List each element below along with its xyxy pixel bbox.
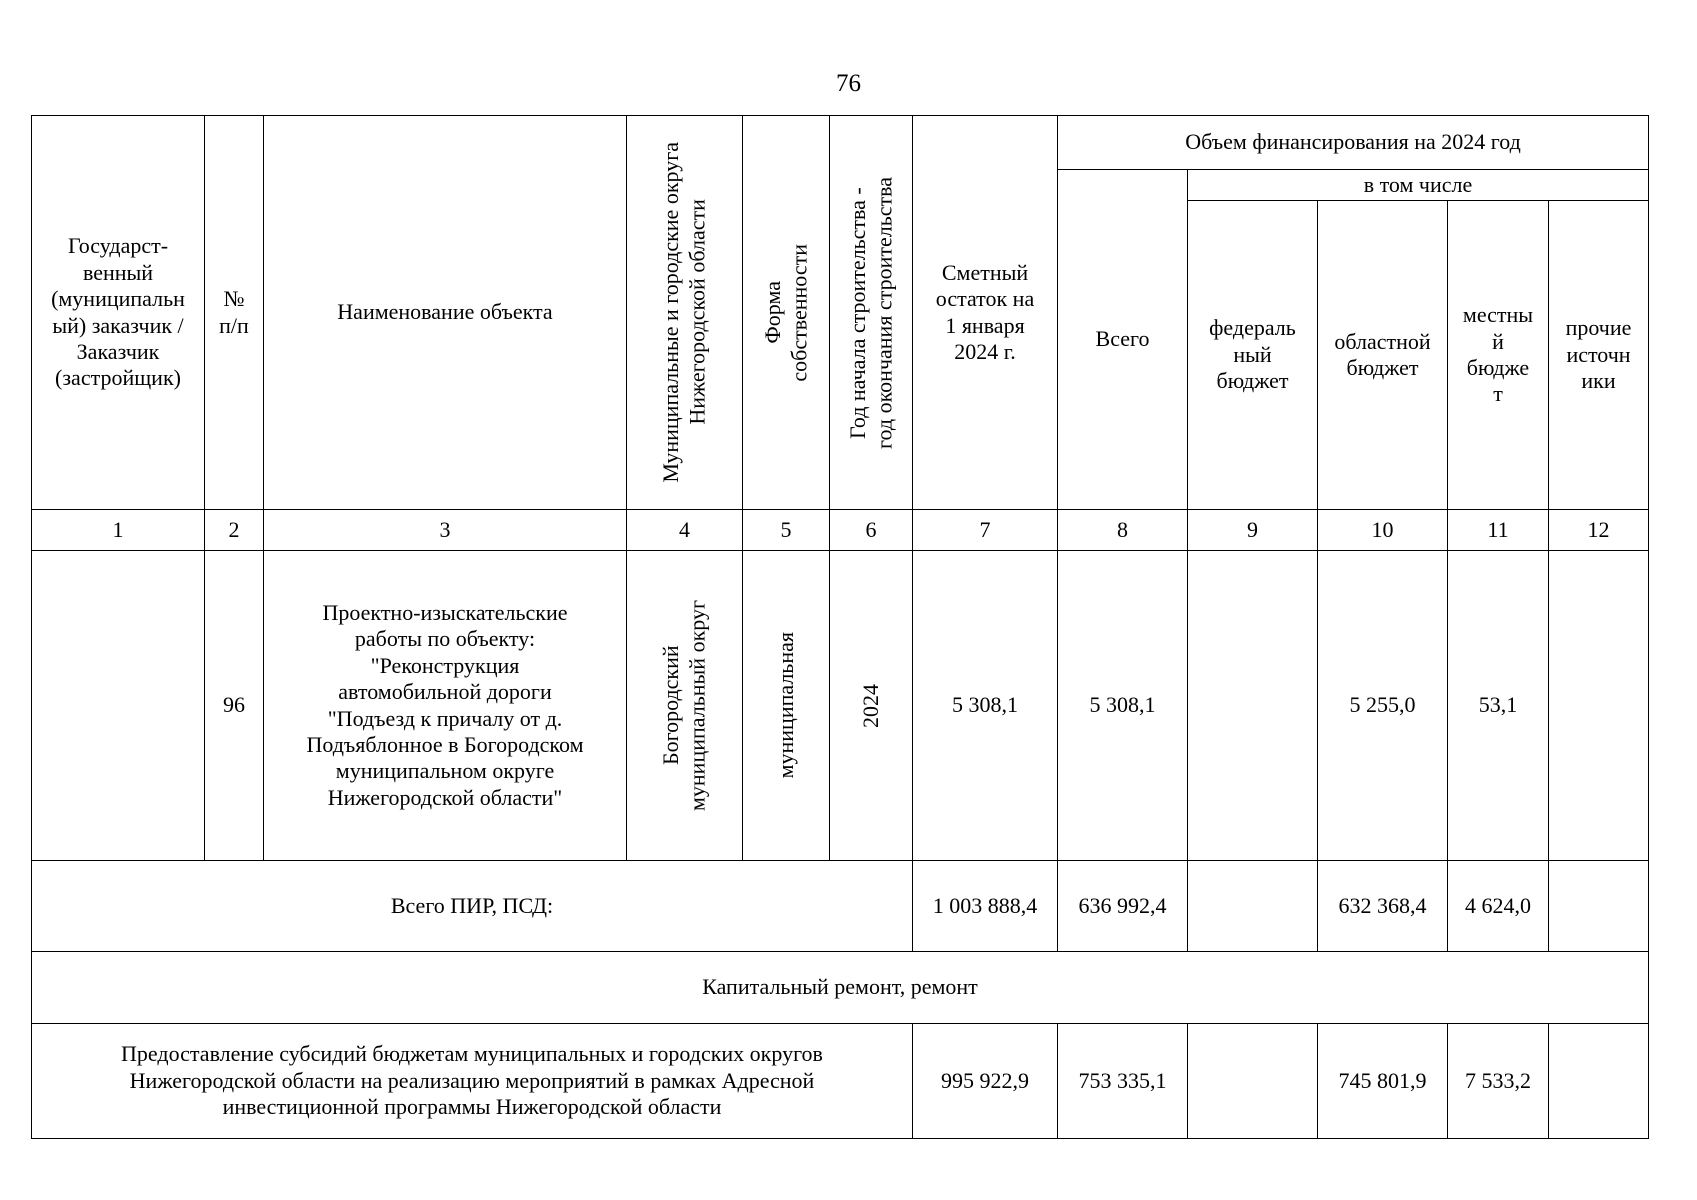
header-total: Всего bbox=[1058, 170, 1188, 510]
subsidies-total: 753 335,1 bbox=[1058, 1024, 1188, 1139]
subsidies-estimate: 995 922,9 bbox=[913, 1024, 1058, 1139]
item-district-text: Богородский муниципальный округ bbox=[658, 599, 710, 811]
item-regional: 5 255,0 bbox=[1318, 551, 1448, 861]
header-including: в том числе bbox=[1188, 170, 1649, 201]
header-other: прочие источн ики bbox=[1549, 201, 1649, 510]
total-pir-local: 4 624,0 bbox=[1448, 861, 1549, 952]
header-funding-group: Объем финансирования на 2024 год bbox=[1058, 116, 1649, 170]
total-pir-federal bbox=[1188, 861, 1318, 952]
total-pir-regional: 632 368,4 bbox=[1318, 861, 1448, 952]
column-number: 11 bbox=[1448, 510, 1549, 551]
header-years bbox=[830, 116, 913, 510]
header-districts-text: Муниципальные и городские округа Нижегородской области bbox=[658, 142, 710, 483]
item-ownership bbox=[743, 551, 830, 861]
header-federal: федераль ный бюджет bbox=[1188, 201, 1318, 510]
item-ownership-text: муниципальная bbox=[772, 632, 798, 779]
page-number: 76 bbox=[836, 70, 861, 97]
table-row-item-96 bbox=[32, 551, 1649, 861]
item-years-text: 2024 bbox=[857, 683, 883, 728]
column-number: 2 bbox=[205, 510, 264, 551]
total-pir-label: Всего ПИР, ПСД: bbox=[32, 861, 913, 952]
investment-program-table bbox=[31, 115, 1649, 1139]
column-number: 8 bbox=[1058, 510, 1188, 551]
column-number: 10 bbox=[1318, 510, 1448, 551]
item-federal bbox=[1188, 551, 1318, 861]
total-pir-other bbox=[1549, 861, 1649, 952]
item-number: 96 bbox=[205, 551, 264, 861]
header-local: местны й бюдже т bbox=[1448, 201, 1549, 510]
column-number: 12 bbox=[1549, 510, 1649, 551]
table-row-total-pir bbox=[32, 861, 1649, 952]
item-total: 5 308,1 bbox=[1058, 551, 1188, 861]
subsidies-regional: 745 801,9 bbox=[1318, 1024, 1448, 1139]
header-estimate: Сметный остаток на 1 января 2024 г. bbox=[913, 116, 1058, 510]
subsidies-other bbox=[1549, 1024, 1649, 1139]
header-ownership-text: Форма собственности bbox=[759, 243, 811, 382]
total-pir-total: 636 992,4 bbox=[1058, 861, 1188, 952]
header-number: № п/п bbox=[205, 116, 264, 510]
subsidies-local: 7 533,2 bbox=[1448, 1024, 1549, 1139]
item-other bbox=[1549, 551, 1649, 861]
item-customer bbox=[32, 551, 205, 861]
item-district bbox=[627, 551, 743, 861]
item-estimate: 5 308,1 bbox=[913, 551, 1058, 861]
header-customer: Государст- венный (муниципальн ый) заказчик / Заказчик (застройщик) bbox=[32, 116, 205, 510]
header-object-name: Наименование объекта bbox=[264, 116, 627, 510]
subsidies-federal bbox=[1188, 1024, 1318, 1139]
column-number: 6 bbox=[830, 510, 913, 551]
column-numbers-row bbox=[32, 510, 1649, 551]
item-years bbox=[830, 551, 913, 861]
header-ownership bbox=[743, 116, 830, 510]
section-title: Капитальный ремонт, ремонт bbox=[32, 952, 1649, 1024]
column-number: 7 bbox=[913, 510, 1058, 551]
column-number: 9 bbox=[1188, 510, 1318, 551]
item-local: 53,1 bbox=[1448, 551, 1549, 861]
column-number: 4 bbox=[627, 510, 743, 551]
header-regional: областной бюджет bbox=[1318, 201, 1448, 510]
header-districts bbox=[627, 116, 743, 510]
column-number: 1 bbox=[32, 510, 205, 551]
column-number: 3 bbox=[264, 510, 627, 551]
item-name: Проектно-изыскательские работы по объекту: "Реконструкция автомобильной дороги "Подъезд к причалу от д. Подъяблонное в Богородском муниципальном округе Нижегородской области" bbox=[264, 551, 627, 861]
header-years-text: Год начала строительства - год окончания строительства bbox=[844, 176, 896, 449]
total-pir-estimate: 1 003 888,4 bbox=[913, 861, 1058, 952]
column-number: 5 bbox=[743, 510, 830, 551]
subsidies-label: Предоставление субсидий бюджетам муниципальных и городских округов Нижегородской области на реализацию мероприятий в рамках Адресной инвестиционной программы Нижегородской области bbox=[32, 1024, 913, 1139]
section-row bbox=[32, 952, 1649, 1024]
table-row-subsidies bbox=[32, 1024, 1649, 1139]
